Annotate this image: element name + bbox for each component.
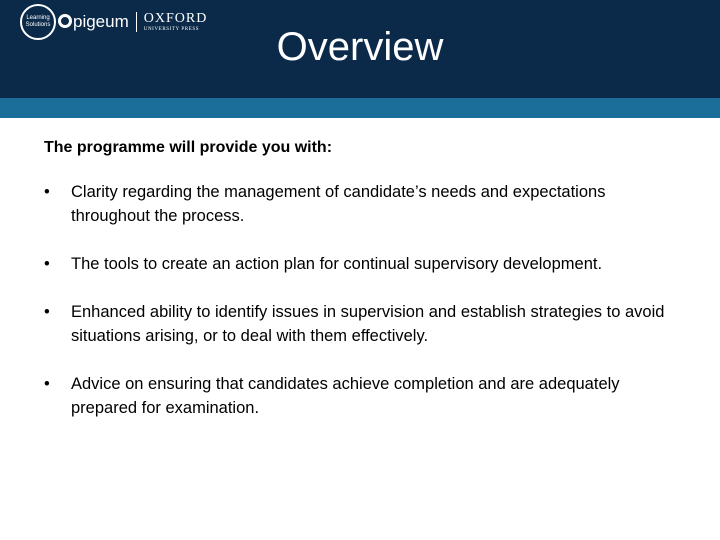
lead-text: The programme will provide you with: bbox=[44, 139, 333, 156]
slide-content bbox=[44, 136, 684, 444]
oxford-text: OXFORD bbox=[143, 10, 208, 26]
bullet-icon: • bbox=[44, 375, 50, 393]
header-accent-stripe bbox=[0, 98, 720, 118]
bullet-text: The tools to create an action plan for continual supervisory development. bbox=[71, 255, 603, 273]
badge-line-2: Solutions bbox=[25, 22, 51, 28]
bullet-icon: • bbox=[44, 255, 50, 273]
list-item bbox=[44, 300, 684, 348]
epigeum-brand-text: pigeum bbox=[73, 12, 129, 31]
bullet-text: Clarity regarding the management of candidate’s needs and expectations throughout the process. bbox=[71, 183, 606, 225]
list-item bbox=[44, 252, 684, 276]
header-bar bbox=[0, 0, 720, 98]
list-item bbox=[44, 180, 684, 228]
bullet-list bbox=[44, 180, 684, 420]
slide-title: Overview bbox=[276, 25, 444, 69]
badge-line-1: Learning bbox=[26, 15, 50, 21]
university-press-text: UNIVERSITY PRESS bbox=[143, 26, 200, 32]
bullet-icon: • bbox=[44, 183, 50, 201]
bullet-text: Enhanced ability to identify issues in supervision and establish strategies to avoid situations arising, or to deal with them effectively. bbox=[71, 303, 665, 345]
list-item bbox=[44, 372, 684, 420]
bullet-text: Advice on ensuring that candidates achieve completion and are adequately prepared for examination. bbox=[71, 375, 620, 417]
bullet-icon: • bbox=[44, 303, 50, 321]
